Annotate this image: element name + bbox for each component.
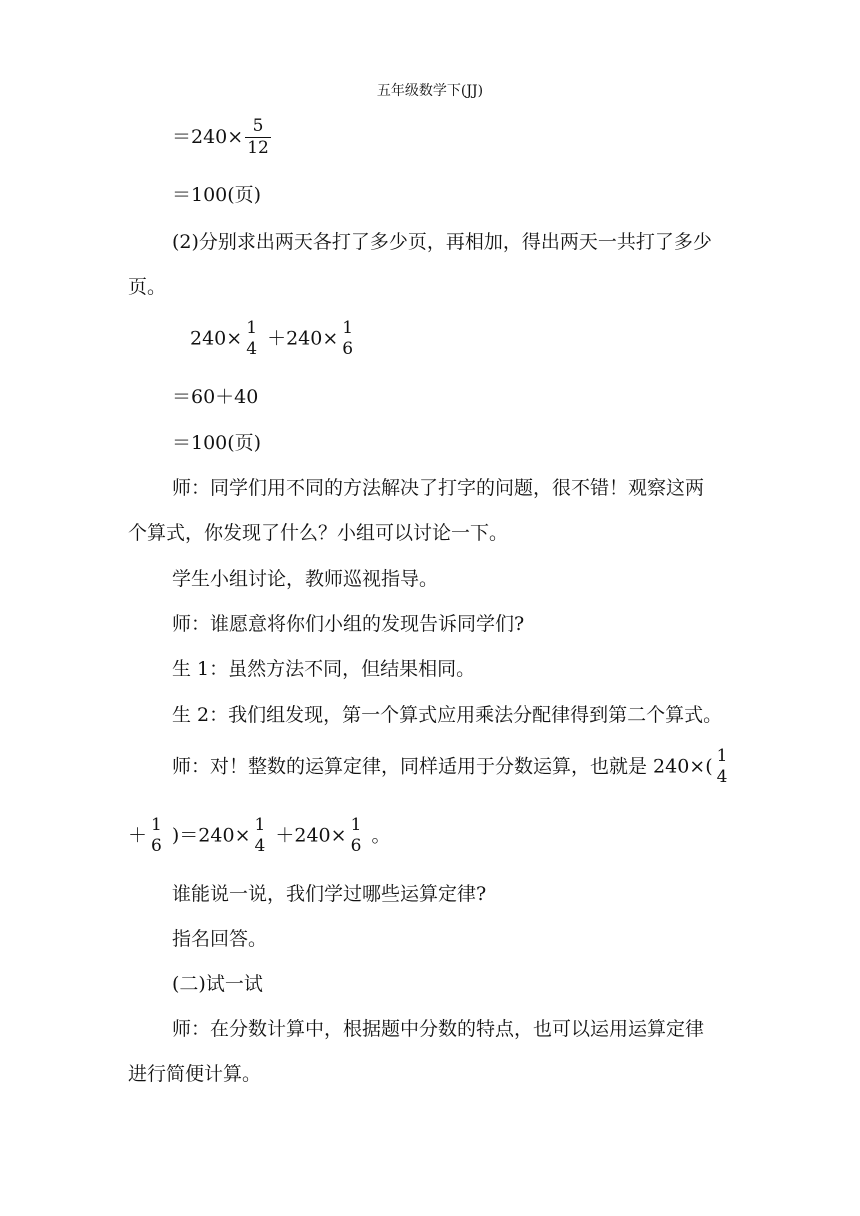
paragraph-line: 谁能说一说，我们学过哪些运算定律?: [172, 883, 487, 905]
fraction: 1 4: [246, 318, 258, 359]
equation-line-2: ＝100(页): [172, 184, 262, 206]
expr-text: ＝240×: [172, 126, 244, 148]
section-heading: (二)试一试: [172, 973, 263, 995]
paragraph-line: 师：谁愿意将你们小组的发现告诉同学们?: [172, 613, 525, 635]
equation-line-1: [172, 118, 273, 157]
fraction: 1 6: [350, 815, 362, 856]
paragraph-line: 师：在分数计算中，根据题中分数的特点，也可以运用运算定律: [172, 1018, 705, 1040]
paragraph-line: 个算式，你发现了什么？小组可以讨论一下。: [128, 522, 509, 544]
paragraph-line: 指名回答。: [172, 928, 268, 950]
paragraph-line: 生 1：虽然方法不同，但结果相同。: [172, 658, 476, 680]
paragraph-line: (2)分别求出两天各打了多少页，再相加，得出两天一共打了多少: [172, 231, 712, 253]
paragraph-line: 生 2：我们组发现，第一个算式应用乘法分配律得到第二个算式。: [172, 704, 723, 726]
fraction: 1 4: [254, 815, 266, 856]
fraction: 1 6: [342, 318, 354, 359]
paragraph-line-with-fraction: 师：对！整数的运算定律，同样适用于分数运算，也就是 240×( 1 4: [172, 746, 728, 787]
paragraph-line: 师：同学们用不同的方法解决了打字的问题，很不错！观察这两: [172, 477, 705, 499]
equation-line-6: ＋ 1 6 )＝240× 1 4 ＋240× 1 6 。: [128, 815, 391, 856]
fraction: 1 4: [716, 746, 728, 787]
paragraph-line: 学生小组讨论，教师巡视指导。: [172, 568, 439, 590]
equation-line-3: 240× 1 4 ＋240× 1 6: [190, 318, 354, 359]
paragraph-line: 页。: [128, 276, 167, 298]
page-header: 五年级数学下(JJ): [376, 83, 484, 99]
equation-line-5: ＝100(页): [172, 432, 262, 454]
fraction: 1 6: [151, 815, 162, 856]
equation-line-4: ＝60＋40: [172, 386, 259, 408]
fraction: $\frac{5}{12}$: [247, 116, 269, 158]
paragraph-line: 进行简便计算。: [128, 1063, 262, 1085]
